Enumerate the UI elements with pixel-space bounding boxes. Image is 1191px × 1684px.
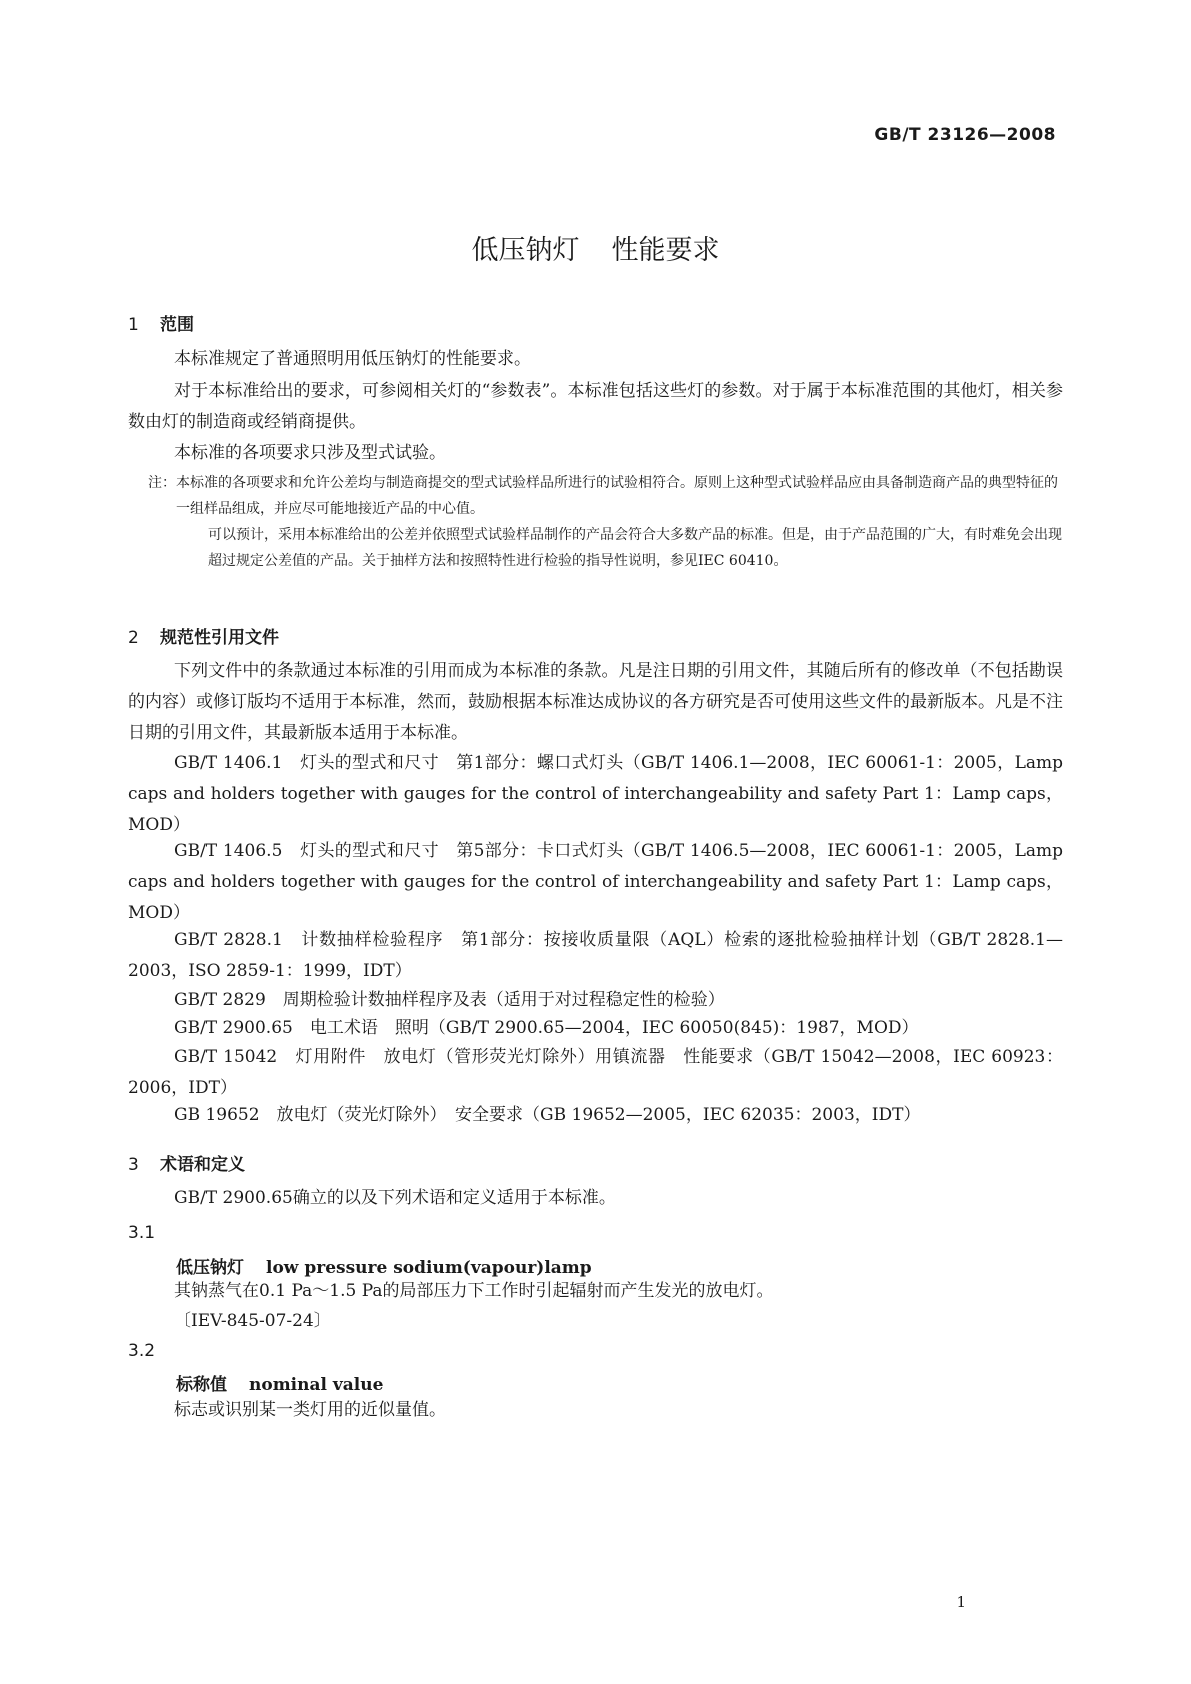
- reference-item: GB/T 2829 周期检验计数抽样程序及表（适用于对过程稳定性的检验）: [174, 990, 725, 1010]
- reference-item: GB/T 2828.1 计数抽样检验程序 第1部分：按接收质量限（AQL）检索的逐批检验抽样计划（GB/T 2828.1—2003，ISO 2859-1：1999，IDT）: [128, 930, 1063, 981]
- term-number: 3.1: [128, 1223, 156, 1243]
- term-definition: 其钠蒸气在0.1 Pa～1.5 Pa的局部压力下工作时引起辐射而产生发光的放电灯。: [174, 1281, 774, 1301]
- reference-item: GB/T 1406.1 灯头的型式和尺寸 第1部分：螺口式灯头（GB/T 1406.1—2008，IEC 60061-1：2005，Lamp caps and holders together with gauges for the control of interchangeability and safety Part 1：Lamp caps，MOD）: [128, 753, 1063, 835]
- section-number: 2: [128, 628, 139, 648]
- standard-number: GB/T 23126—2008: [874, 125, 1056, 145]
- term-source: 〔IEV-845-07-24〕: [174, 1311, 331, 1331]
- section-2-heading: [128, 623, 279, 648]
- term-en: nominal value: [249, 1375, 384, 1395]
- title-part-1: 低压钠灯: [471, 235, 580, 266]
- term-zh: 标称值: [176, 1375, 227, 1395]
- reference-item: GB/T 2900.65 电工术语 照明（GB/T 2900.65—2004，IEC 60050(845)：1987，MOD）: [174, 1018, 919, 1038]
- paragraph: 本标准规定了普通照明用低压钠灯的性能要求。: [174, 349, 531, 369]
- page-number: 1: [956, 1593, 966, 1611]
- reference-item: GB/T 15042 灯用附件 放电灯（管形荧光灯除外）用镇流器 性能要求（GB/T 15042—2008，IEC 60923：2006，IDT）: [128, 1047, 1063, 1098]
- section-number: 3: [128, 1155, 139, 1175]
- note-continuation: 可以预计，采用本标准给出的公差并依照型式试验样品制作的产品会符合大多数产品的标准。但是，由于产品范围的广大，有时难免会出现超过规定公差值的产品。关于抽样方法和按照特性进行检验的指导性说明，参见IEC 60410。: [208, 527, 1062, 569]
- title-part-2: 性能要求: [611, 235, 720, 266]
- note: 注：本标准的各项要求和允许公差均与制造商提交的型式试验样品所进行的试验相符合。原则上这种型式试验样品应由具备制造商产品的典型特征的一组样品组成，并应尽可能地接近产品的中心值。: [148, 475, 1058, 517]
- section-number: 1: [128, 315, 139, 335]
- term-number: 3.2: [128, 1341, 156, 1361]
- paragraph: 对于本标准给出的要求，可参阅相关灯的“参数表”。本标准包括这些灯的参数。对于属于本标准范围的其他灯，相关参数由灯的制造商或经销商提供。: [128, 381, 1063, 432]
- page-title: [0, 228, 1191, 267]
- section-title: 术语和定义: [160, 1155, 245, 1175]
- section-1-heading: [128, 310, 194, 335]
- paragraph: 下列文件中的条款通过本标准的引用而成为本标准的条款。凡是注日期的引用文件，其随后所有的修改单（不包括勘误的内容）或修订版均不适用于本标准，然而，鼓励根据本标准达成协议的各方研究是否可使用这些文件的最新版本。凡是不注日期的引用文件，其最新版本适用于本标准。: [128, 661, 1063, 743]
- section-title: 规范性引用文件: [160, 628, 279, 648]
- reference-item: GB 19652 放电灯（荧光灯除外） 安全要求（GB 19652—2005，IEC 62035：2003，IDT）: [174, 1105, 921, 1125]
- term-zh: 低压钠灯: [176, 1258, 244, 1278]
- reference-item: GB/T 1406.5 灯头的型式和尺寸 第5部分：卡口式灯头（GB/T 1406.5—2008，IEC 60061-1：2005，Lamp caps and holders together with gauges for the control of interchangeability and safety Part 1：Lamp caps，MOD）: [128, 841, 1063, 923]
- term-en: low pressure sodium(vapour)lamp: [266, 1258, 592, 1278]
- paragraph: GB/T 2900.65确立的以及下列术语和定义适用于本标准。: [174, 1188, 616, 1208]
- section-title: 范围: [160, 315, 194, 335]
- term-heading: [176, 1370, 383, 1395]
- term-heading: [176, 1253, 592, 1278]
- section-3-heading: [128, 1150, 245, 1175]
- paragraph: 本标准的各项要求只涉及型式试验。: [174, 443, 446, 463]
- term-definition: 标志或识别某一类灯用的近似量值。: [174, 1400, 446, 1420]
